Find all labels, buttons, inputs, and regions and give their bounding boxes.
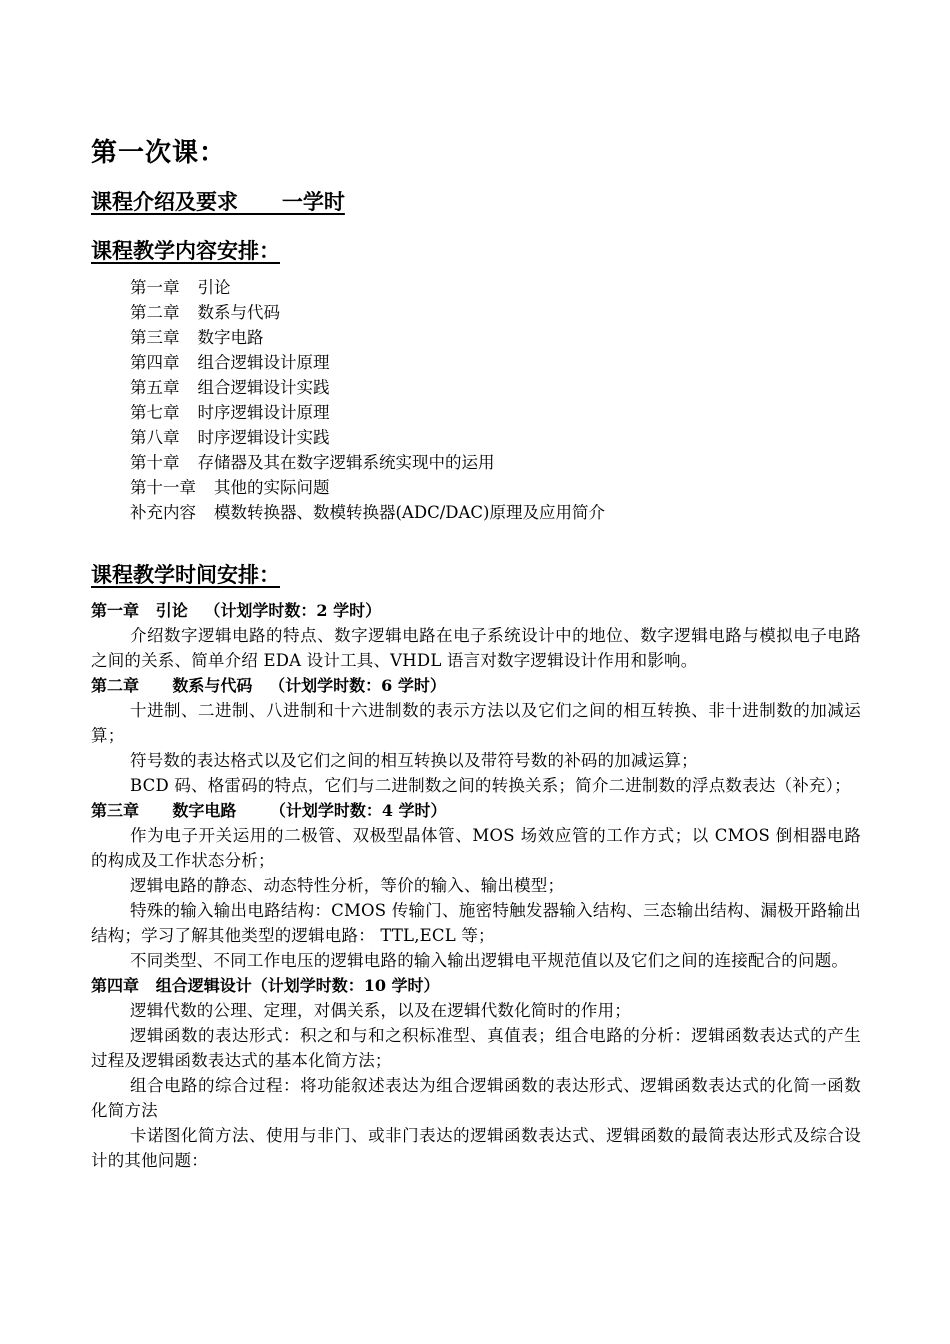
schedule-paragraph: 符号数的表达格式以及它们之间的相互转换以及带符号数的补码的加减运算；: [130, 751, 698, 770]
schedule-paragraph: 逻辑电路的静态、动态特性分析，等价的输入、输出模型；: [130, 876, 565, 895]
schedule-chapter-heading: 第二章 数系与代码 （计划学时数：6 学时）: [91, 676, 446, 695]
chapter-list: [130, 275, 605, 525]
chapter-number: 第七章: [130, 403, 180, 422]
time-arrangement-heading: 课程教学时间安排：: [91, 562, 280, 587]
schedule-paragraph: 不同类型、不同工作电压的逻辑电路的输入输出逻辑电平规范值以及它们之间的连接配合的问题。: [130, 951, 849, 970]
chapter-item: [130, 400, 605, 425]
chapter-number: 第四章: [130, 353, 180, 372]
chapter-number: 第十一章: [130, 478, 196, 497]
chapter-item: [130, 375, 605, 400]
chapter-title: 时序逻辑设计实践: [197, 428, 330, 447]
course-intro-heading: 课程介绍及要求 一学时: [91, 189, 345, 214]
chapter-number: 第十章: [130, 453, 180, 472]
schedule-chapter-heading: 第一章 引论 （计划学时数：2 学时）: [91, 601, 382, 620]
chapter-title: 模数转换器、数模转换器(ADC/DAC)原理及应用简介: [214, 503, 605, 522]
chapter-title: 其他的实际问题: [214, 478, 330, 497]
chapter-item: [130, 500, 605, 525]
schedule-paragraph: 十进制、二进制、八进制和十六进制数的表示方法以及它们之间的相互转换、非十进制数的加减运算；: [91, 701, 861, 745]
chapter-number: 第三章: [130, 328, 180, 347]
schedule-paragraph: BCD 码、格雷码的特点，它们与二进制数之间的转换关系；简介二进制数的浮点数表达（补充）；: [130, 776, 851, 795]
chapter-number: 补充内容: [130, 503, 196, 522]
chapter-title: 存储器及其在数字逻辑系统实现中的运用: [197, 453, 495, 472]
chapter-item: [130, 325, 605, 350]
chapter-title: 组合逻辑设计原理: [197, 353, 330, 372]
schedule-paragraph: 逻辑函数的表达形式：积之和与和之积标准型、真值表；组合电路的分析：逻辑函数表达式的产生过程及逻辑函数表达式的基本化简方法；: [91, 1026, 861, 1070]
chapter-number: 第五章: [130, 378, 180, 397]
chapter-item: [130, 300, 605, 325]
chapter-number: 第二章: [130, 303, 180, 322]
schedule-paragraph: 组合电路的综合过程：将功能叙述表达为组合逻辑函数的表达形式、逻辑函数表达式的化简一函数化简方法: [91, 1076, 861, 1120]
chapter-item: [130, 450, 605, 475]
schedule-paragraph: 作为电子开关运用的二极管、双极型晶体管、MOS 场效应管的工作方式；以 CMOS 倒相器电路的构成及工作状态分析；: [91, 826, 861, 870]
schedule-paragraph: 卡诺图化简方法、使用与非门、或非门表达的逻辑函数表达式、逻辑函数的最简表达形式及综合设计的其他问题：: [91, 1126, 861, 1170]
chapter-title: 数系与代码: [197, 303, 280, 322]
content-arrangement-heading: 课程教学内容安排：: [91, 238, 280, 263]
chapter-title: 数字电路: [197, 328, 264, 347]
schedule-section: [91, 598, 861, 1173]
schedule-paragraph: 逻辑代数的公理、定理，对偶关系，以及在逻辑代数化简时的作用；: [130, 1001, 631, 1020]
chapter-number: 第八章: [130, 428, 180, 447]
lesson-title: 第一次课：: [91, 138, 227, 168]
schedule-paragraph: 特殊的输入输出电路结构：CMOS 传输门、施密特触发器输入结构、三态输出结构、漏极开路输出结构；学习了解其他类型的逻辑电路： TTL,ECL 等；: [91, 901, 861, 945]
chapter-title: 时序逻辑设计原理: [197, 403, 330, 422]
chapter-item: [130, 475, 605, 500]
schedule-paragraph: 介绍数字逻辑电路的特点、数字逻辑电路在电子系统设计中的地位、数字逻辑电路与模拟电子电路之间的关系、简单介绍 EDA 设计工具、VHDL 语言对数字逻辑设计作用和影响。: [91, 626, 861, 670]
chapter-item: [130, 350, 605, 375]
chapter-title: 组合逻辑设计实践: [197, 378, 330, 397]
chapter-item: [130, 425, 605, 450]
chapter-item: [130, 275, 605, 300]
schedule-chapter-heading: 第四章 组合逻辑设计（计划学时数：10 学时）: [91, 976, 440, 995]
schedule-chapter-heading: 第三章 数字电路 （计划学时数：4 学时）: [91, 801, 447, 820]
chapter-number: 第一章: [130, 278, 180, 297]
chapter-title: 引论: [197, 278, 231, 297]
